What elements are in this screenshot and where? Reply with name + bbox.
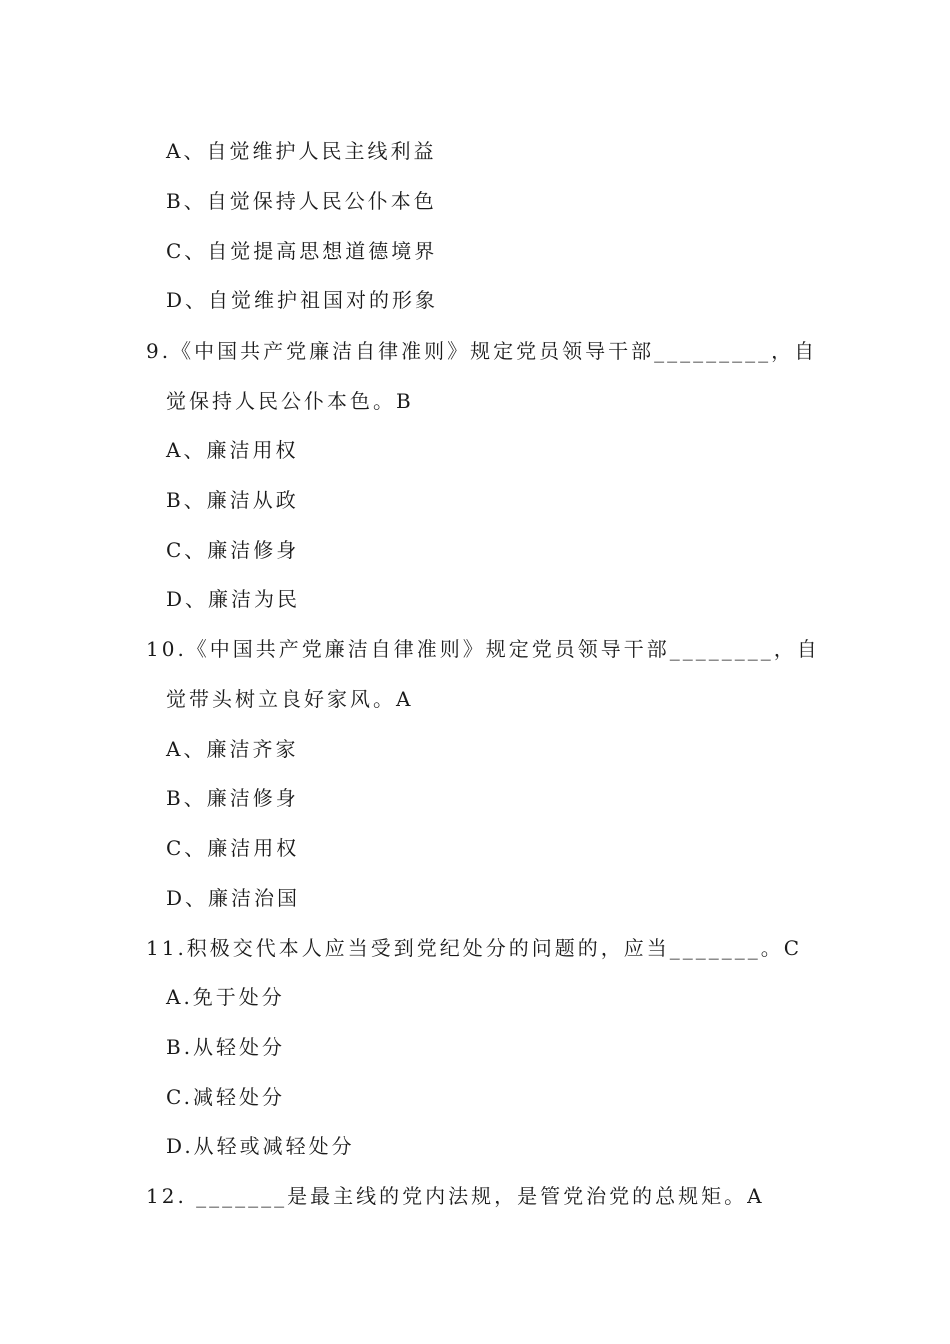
q11-stem: 11.积极交代本人应当受到党纪处分的问题的，应当_______。C [146, 936, 803, 960]
q10-option-d: D、廉洁治国 [166, 886, 301, 910]
q8-option-d: D、自觉维护祖国对的形象 [166, 288, 439, 312]
q9-stem-continued: 觉保持人民公仆本色。B [166, 389, 414, 413]
q9-option-d: D、廉洁为民 [166, 587, 301, 611]
q9-option-a: A、廉洁用权 [166, 438, 299, 462]
q9-option-b: B、廉洁从政 [166, 488, 299, 512]
q12-stem: 12. _______是最主线的党内法规，是管党治党的总规矩。A [146, 1184, 765, 1208]
q11-option-c: C.减轻处分 [166, 1085, 285, 1109]
q11-option-a: A.免于处分 [166, 985, 285, 1009]
q10-option-c: C、廉洁用权 [166, 836, 300, 860]
q10-option-b: B、廉洁修身 [166, 786, 299, 810]
q10-option-a: A、廉洁齐家 [166, 737, 299, 761]
q9-option-c: C、廉洁修身 [166, 538, 300, 562]
q11-option-b: B.从轻处分 [166, 1035, 286, 1059]
q11-option-d: D.从轻或减轻处分 [166, 1134, 355, 1158]
q8-option-c: C、自觉提高思想道德境界 [166, 239, 438, 263]
q8-option-a: A、自觉维护人民主线利益 [166, 139, 437, 163]
q8-option-b: B、自觉保持人民公仆本色 [166, 189, 437, 213]
q9-stem: 9.《中国共产党廉洁自律准则》规定党员领导干部_________，自 [146, 339, 818, 363]
q10-stem: 10.《中国共产党廉洁自律准则》规定党员领导干部________，自 [146, 637, 820, 661]
q10-stem-continued: 觉带头树立良好家风。A [166, 687, 414, 711]
